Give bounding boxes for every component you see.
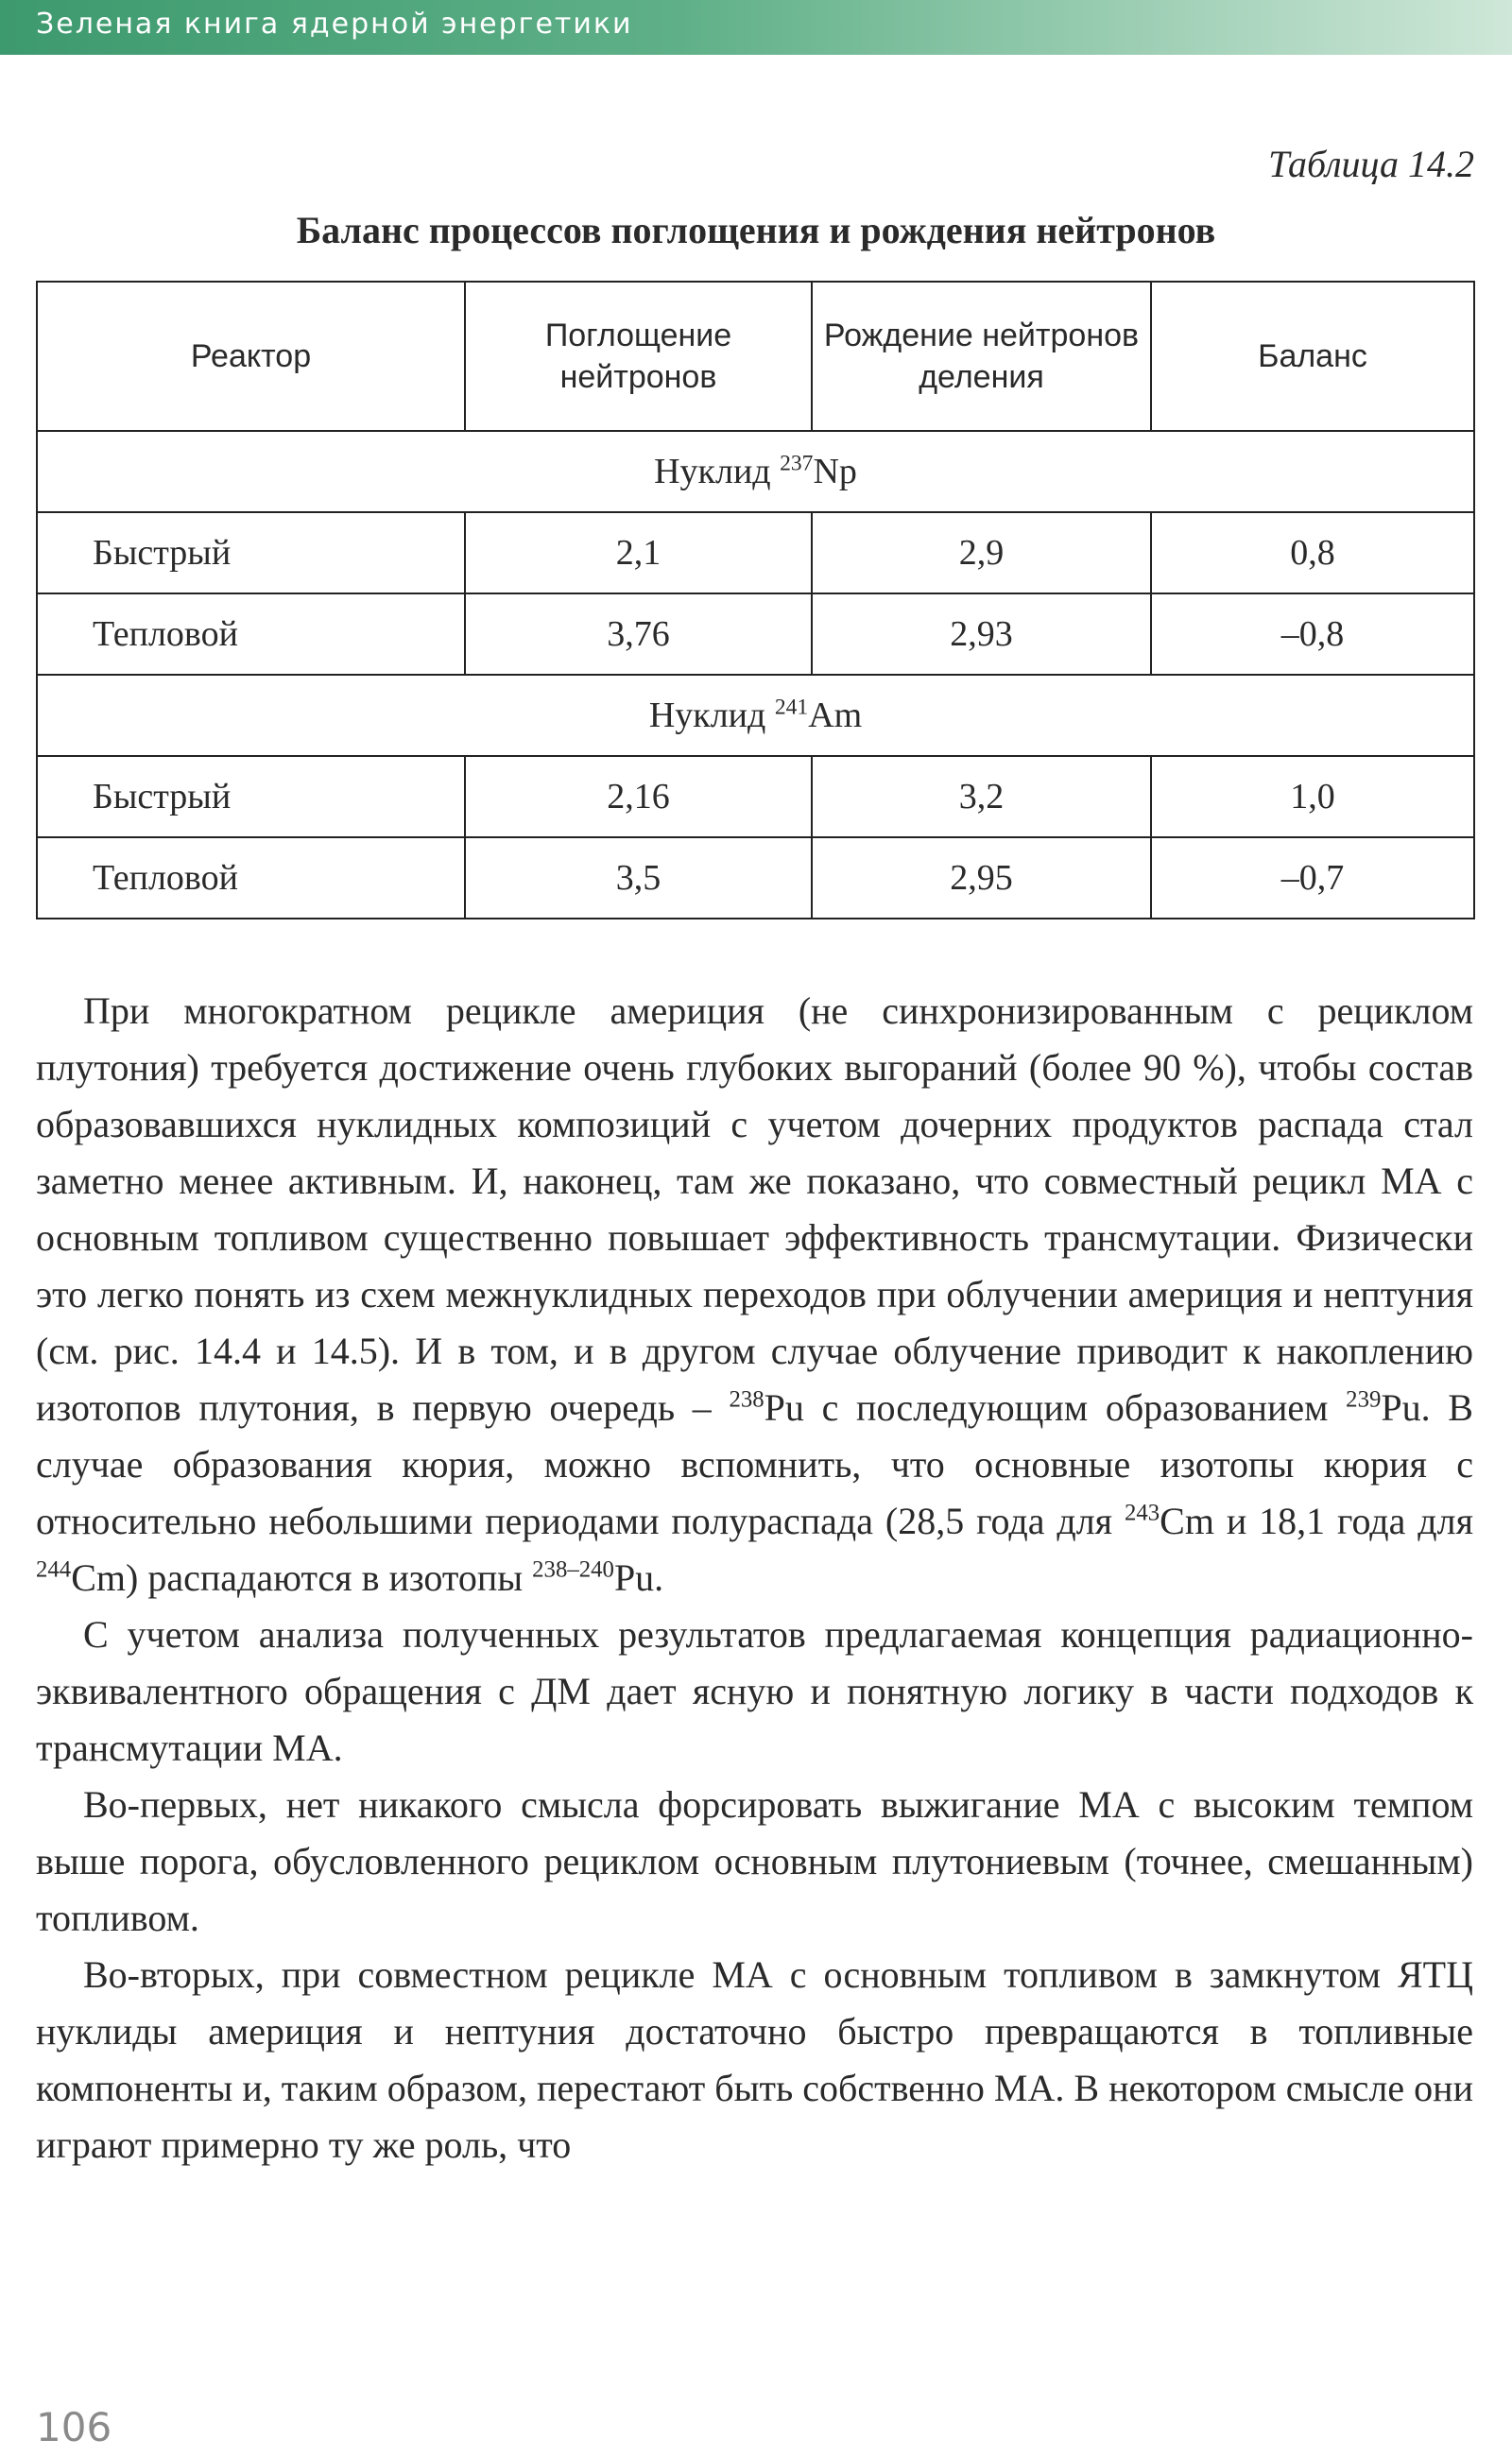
- table-row: [37, 837, 1474, 919]
- cell-reactor: Быстрый: [37, 756, 465, 837]
- text-run: Pu с последующим образованием: [764, 1386, 1347, 1429]
- cell-balance: 0,8: [1151, 512, 1474, 593]
- cell-absorption: 3,76: [465, 593, 812, 675]
- table-header-row: [37, 282, 1474, 431]
- isotope-mass: 238: [729, 1386, 765, 1413]
- isotope-element: Am: [808, 696, 863, 735]
- body-text: [36, 983, 1473, 2174]
- section-label-np: [37, 431, 1474, 512]
- paragraph-1: [36, 983, 1473, 1606]
- text-run: Pu. В случае образования кюрия, можно вспомнить, что основные изотопы кюрия с относительно небольшими периодами полураспада (28,5 года для: [36, 1386, 1473, 1542]
- paragraph-2: С учетом анализа полученных результатов предлагаемая концепция радиационно-эквивалентного обращения с ДМ дает ясную и понятную логику в части подходов к трансмутации МА.: [36, 1613, 1473, 1769]
- section-label-am: [37, 675, 1474, 756]
- table-row: [37, 756, 1474, 837]
- isotope-element: Np: [813, 452, 857, 491]
- column-header-balance: Баланс: [1151, 282, 1474, 431]
- column-header-reactor: Реактор: [37, 282, 465, 431]
- section-prefix: Нуклид: [654, 452, 771, 491]
- table-title: Баланс процессов поглощения и рождения нейтронов: [296, 209, 1216, 251]
- text-run: Cm) распадаются в изотопы: [71, 1556, 533, 1599]
- table-row: [37, 593, 1474, 675]
- isotope-mass: 243: [1124, 1500, 1160, 1526]
- cell-absorption: 2,16: [465, 756, 812, 837]
- cell-balance: –0,8: [1151, 593, 1474, 675]
- column-header-birth: Рождение нейтронов деления: [812, 282, 1151, 431]
- neutron-balance-table: [36, 281, 1475, 919]
- section-prefix: Нуклид: [648, 696, 766, 735]
- cell-birth: 2,93: [812, 593, 1151, 675]
- isotope-mass: 239: [1346, 1386, 1382, 1413]
- text-run: Pu.: [613, 1556, 664, 1599]
- paragraph-3: Во-первых, нет никакого смысла форсировать выжигание МА с высоким темпом выше порога, обусловленного рециклом основным плутониевым (точнее, смешанным) топливом.: [36, 1783, 1473, 1939]
- cell-birth: 2,9: [812, 512, 1151, 593]
- cell-birth: 3,2: [812, 756, 1151, 837]
- running-title: Зеленая книга ядерной энергетики: [36, 8, 633, 41]
- section-row-am: [37, 675, 1474, 756]
- cell-absorption: 3,5: [465, 837, 812, 919]
- isotope-mass: 237: [780, 451, 814, 476]
- page-number: 106: [36, 2404, 112, 2450]
- cell-reactor: Быстрый: [37, 512, 465, 593]
- text-run: При многократном рецикле америция (не синхронизированным с рециклом плутония) требуется достижение очень глубоких выгораний (более 90 %), чтобы состав образовавшихся нуклидных композиций с учетом дочерних продуктов распада стал заметно менее активным. И, наконец, там же показано, что совместный рецикл МА с основным топливом существенно повышает эффективность трансмутации. Физически это легко понять из схем межнуклидных переходов при облучении америция и нептуния (см. рис. 14.4 и 14.5). И в том, и в другом случае облучение приводит к накоплению изотопов плутония, в первую очередь –: [36, 989, 1473, 1429]
- running-header-band: [0, 0, 1512, 55]
- cell-birth: 2,95: [812, 837, 1151, 919]
- cell-balance: –0,7: [1151, 837, 1474, 919]
- column-header-absorption: Поглощение нейтронов: [465, 282, 812, 431]
- cell-reactor: Тепловой: [37, 593, 465, 675]
- text-run: Cm и 18,1 года для: [1160, 1500, 1473, 1542]
- paragraph-4: Во-вторых, при совместном рецикле МА с основным топливом в замкнутом ЯТЦ нуклиды америция и нептуния достаточно быстро превращаются в топливные компоненты и, таким образом, перестают быть собственно МА. В некотором смысле они играют примерно ту же роль, что: [36, 1953, 1473, 2166]
- section-row-np: [37, 431, 1474, 512]
- isotope-mass: 238–240: [532, 1556, 614, 1583]
- cell-balance: 1,0: [1151, 756, 1474, 837]
- table-number: Таблица 14.2: [1268, 143, 1474, 185]
- isotope-mass: 244: [36, 1556, 72, 1583]
- cell-reactor: Тепловой: [37, 837, 465, 919]
- cell-absorption: 2,1: [465, 512, 812, 593]
- table-row: [37, 512, 1474, 593]
- isotope-mass: 241: [774, 695, 809, 720]
